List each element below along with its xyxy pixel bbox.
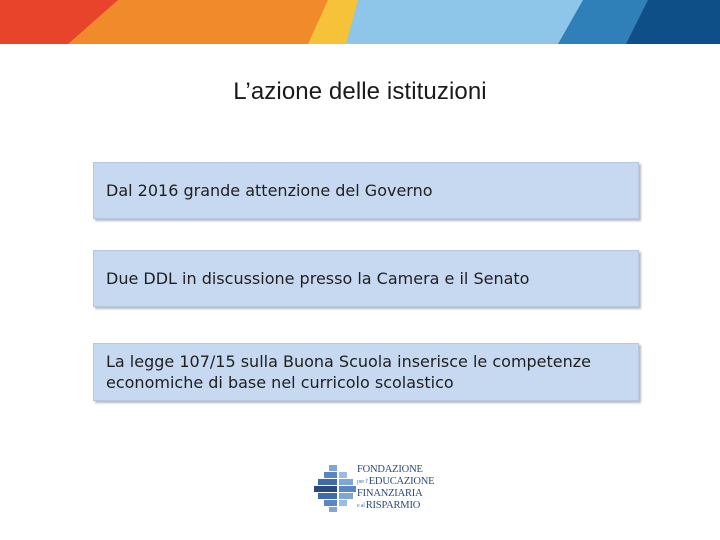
bullet-text-1: Dal 2016 grande attenzione del Governo	[106, 181, 433, 200]
bullet-box-2	[93, 250, 639, 307]
stacked-steps-logo-icon	[312, 463, 358, 513]
logo-prefix-e-al: e al	[357, 502, 365, 509]
header-color-banner	[0, 0, 720, 44]
bullet-text-2: Due DDL in discussione presso la Camera e il Senato	[106, 269, 530, 288]
foundation-logo	[312, 463, 472, 517]
slide-title: L’azione delle istituzioni	[233, 78, 487, 105]
logo-prefix-per: per l'	[357, 478, 368, 485]
bullet-box-1	[93, 162, 639, 219]
color-banner-graphic	[0, 0, 720, 44]
logo-line-educazione	[357, 476, 472, 489]
logo-line-risparmio	[357, 500, 472, 513]
logo-wordmark	[357, 464, 472, 512]
logo-line-finanziaria: FINANZIARIA	[357, 488, 423, 499]
bullet-text-3: La legge 107/15 sulla Buona Scuola inserisce le competenze economiche di base nel curricolo scolastico	[106, 352, 592, 392]
logo-word-educazione: EDUCAZIONE	[368, 475, 435, 487]
bullet-box-3	[93, 343, 639, 401]
logo-line-fondazione: FONDAZIONE	[357, 464, 423, 475]
logo-word-risparmio: RISPARMIO	[365, 499, 421, 511]
